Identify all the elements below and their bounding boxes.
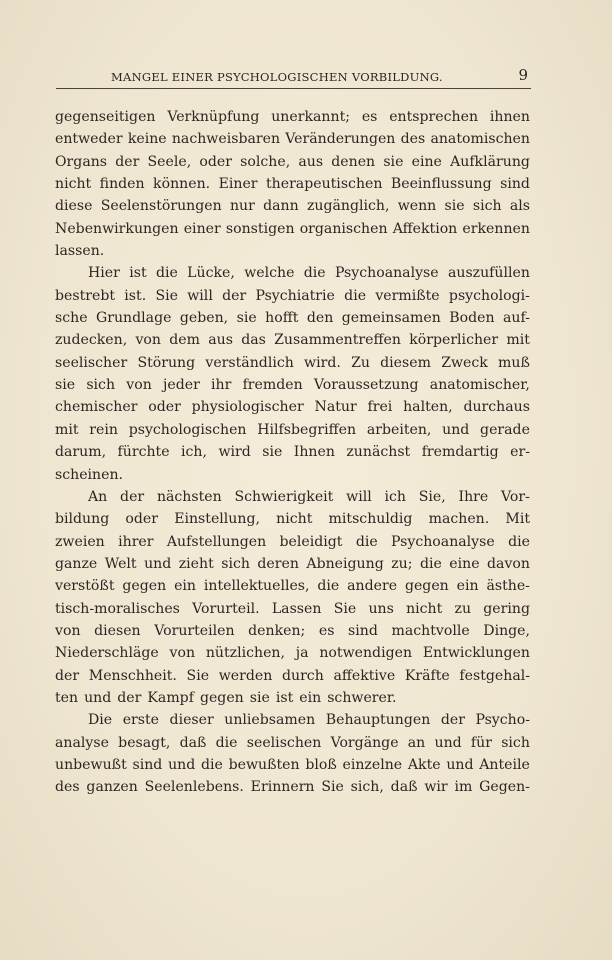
text-line: [55, 307, 530, 329]
word: verstößt: [55, 578, 115, 595]
word: scheinen.: [55, 466, 124, 483]
word: physiologischer: [191, 399, 304, 416]
word: ich: [384, 488, 406, 505]
word: Zu: [351, 354, 370, 371]
word: frei: [367, 399, 393, 416]
word: Seelenlebens.: [144, 779, 244, 796]
word: und: [168, 756, 196, 773]
word: Einstellung,: [174, 511, 260, 528]
word: ein: [299, 689, 322, 706]
word: gemeinsamen: [341, 310, 441, 327]
word: es: [361, 109, 378, 125]
word: Psychoanalyse: [334, 265, 439, 282]
word: dieser: [169, 712, 214, 729]
word: Ihnen: [293, 444, 335, 461]
word: und: [84, 689, 112, 706]
word: Kräfte: [404, 667, 450, 684]
word: Verknüpfung: [167, 109, 260, 125]
word: von: [135, 332, 161, 349]
word: diese: [55, 198, 93, 215]
word: die: [419, 555, 442, 572]
word: oder: [148, 399, 181, 416]
word: andere: [347, 578, 398, 595]
word: nächsten: [156, 488, 222, 505]
word: sich: [501, 734, 530, 751]
word: davon: [487, 555, 530, 572]
text-line: [55, 642, 530, 664]
word: der: [55, 667, 80, 684]
text-line: [55, 464, 530, 486]
word: Niederschläge: [55, 645, 159, 662]
word: An: [88, 488, 108, 505]
word: einzelne: [342, 756, 403, 773]
text-line: [55, 732, 530, 754]
word: ist.: [124, 287, 147, 304]
word: Welt: [104, 555, 137, 572]
word: Organs: [55, 153, 108, 170]
word: Zusammentreffen: [274, 332, 401, 349]
word: ästhe-: [486, 578, 530, 595]
word: der: [115, 153, 140, 170]
text-line: [55, 106, 530, 128]
text-line: [55, 754, 530, 776]
word: körperlicher: [409, 332, 499, 349]
word: die: [215, 734, 238, 751]
word: keine: [127, 131, 167, 148]
word: ist: [129, 265, 147, 282]
word: muß: [498, 354, 530, 371]
word: für: [470, 734, 492, 751]
word: Sie: [155, 287, 178, 304]
word: Anteile: [479, 756, 530, 773]
word: denen: [331, 153, 376, 170]
word: eine: [449, 555, 480, 572]
word: nicht: [406, 600, 443, 617]
word: Boden: [449, 310, 495, 327]
word: ten: [55, 689, 79, 706]
word: festgehal-: [459, 667, 530, 684]
word: fremden: [242, 377, 303, 394]
word: Die: [88, 712, 113, 729]
word: verständlich: [205, 354, 294, 371]
word: rein: [89, 421, 118, 438]
word: Vor-: [501, 488, 530, 505]
word: der: [120, 488, 145, 505]
word: organischen: [299, 220, 388, 237]
word: gegen: [404, 578, 449, 595]
word: Voraussetzung: [313, 377, 419, 394]
word: die: [344, 287, 367, 304]
word: sind: [132, 756, 163, 773]
word: uns: [368, 600, 394, 617]
word: oder: [199, 153, 232, 170]
word: Hier: [88, 265, 120, 282]
word: besagt,: [118, 734, 171, 751]
word: Sie: [333, 600, 357, 617]
word: zugänglich,: [306, 198, 390, 215]
word: oder: [125, 511, 159, 528]
word: Mit: [505, 511, 530, 528]
word: die: [303, 265, 326, 282]
text-line: [55, 531, 530, 553]
word: sie: [249, 689, 270, 706]
word: zunächst: [346, 444, 411, 461]
text-line: [55, 776, 530, 798]
word: ein: [174, 578, 196, 595]
text-line: [55, 508, 530, 530]
word: analyse: [55, 734, 109, 751]
word: zu;: [391, 555, 413, 572]
word: Lücke,: [187, 265, 235, 282]
word: Vorurteil.: [192, 600, 260, 617]
word: chemischer: [55, 399, 138, 416]
word: ihrer: [118, 533, 154, 550]
word: Psychoanalyse: [391, 533, 495, 550]
word: und: [434, 734, 462, 751]
word: anatomischer,: [429, 377, 530, 394]
word: gegen: [122, 578, 167, 595]
text-line: [55, 352, 530, 374]
text-line: [55, 396, 530, 418]
word: sie: [236, 310, 257, 327]
word: finden: [99, 176, 145, 193]
word: durchaus: [463, 399, 530, 416]
text-line: [55, 486, 530, 508]
word: und: [144, 555, 172, 572]
word: Einer: [218, 176, 258, 193]
word: hofft: [265, 310, 299, 327]
word: nicht: [276, 511, 313, 528]
text-line: [55, 173, 530, 195]
word: Seelenstörungen: [100, 198, 222, 215]
word: Schwierigkeit: [234, 488, 334, 505]
word: Aufklärung: [450, 153, 530, 170]
word: entsprechen: [389, 109, 479, 125]
word: ihr: [211, 377, 232, 394]
word: die: [355, 533, 378, 550]
word: sie: [262, 444, 283, 461]
word: Hilfsbegriffen: [257, 421, 357, 438]
word: Aufstellungen: [166, 533, 267, 550]
word: jeder: [163, 377, 200, 394]
word: bildung: [55, 511, 110, 528]
word: an: [407, 734, 426, 751]
word: diesen: [94, 622, 141, 639]
text-line: [55, 285, 530, 307]
word: Affektion: [392, 220, 458, 237]
word: ihnen: [489, 109, 530, 125]
text-line: [55, 598, 530, 620]
word: Menschheit.: [88, 667, 177, 684]
text-line: [55, 687, 530, 709]
word: therapeutischen: [265, 176, 383, 193]
word: solche,: [240, 153, 291, 170]
word: sche: [55, 310, 88, 327]
word: gerade: [480, 421, 530, 438]
word: Ihre: [458, 488, 489, 505]
word: zieht: [178, 555, 214, 572]
text-line: [55, 620, 530, 642]
word: im: [454, 779, 473, 796]
word: machtvolle: [391, 622, 470, 639]
word: ein: [456, 578, 479, 595]
word: daß: [179, 734, 207, 751]
word: nur: [229, 198, 255, 215]
word: der: [440, 712, 465, 729]
word: Abneigung: [306, 555, 384, 572]
word: er-: [510, 444, 530, 461]
word: tisch-moralisches: [55, 600, 180, 617]
word: sonstigen: [225, 220, 295, 237]
word: erste: [122, 712, 160, 729]
word: anatomischen: [430, 131, 530, 148]
word: deren: [257, 555, 299, 572]
word: gegen: [199, 689, 244, 706]
word: Kampf: [147, 689, 194, 706]
word: bewußten: [228, 756, 300, 773]
word: zweien: [55, 533, 105, 550]
word: Störung: [137, 354, 196, 371]
word: Sie: [321, 779, 344, 796]
word: sich: [221, 555, 250, 572]
word: bestrebt: [55, 287, 116, 304]
word: eine: [411, 153, 442, 170]
word: Psychiatrie: [255, 287, 335, 304]
word: fremdartig: [421, 444, 499, 461]
word: Vorurteilen: [154, 622, 235, 639]
word: nicht: [55, 176, 92, 193]
word: die: [317, 578, 340, 595]
word: die: [155, 265, 178, 282]
word: des: [400, 131, 426, 148]
word: mit: [55, 421, 79, 438]
text-line: [55, 151, 530, 173]
word: wenn: [397, 198, 437, 215]
word: durch: [281, 667, 324, 684]
word: auszufüllen: [447, 265, 530, 282]
page-number: 9: [518, 66, 528, 84]
running-head: [56, 68, 531, 89]
word: ja: [295, 645, 309, 662]
word: fürchte: [117, 444, 170, 461]
word: unbewußt: [55, 756, 127, 773]
word: sie: [444, 198, 465, 215]
word: ganzen: [86, 779, 138, 796]
word: einer: [183, 220, 221, 237]
text-line: [55, 665, 530, 687]
text-line: [55, 262, 530, 284]
word: können.: [153, 176, 211, 193]
word: daß: [390, 779, 418, 796]
text-line: [55, 709, 530, 731]
word: vermißte: [375, 287, 440, 304]
text-line: [55, 195, 530, 217]
word: lassen.: [55, 243, 105, 260]
word: schwerer.: [327, 689, 397, 706]
word: diesem: [380, 354, 431, 371]
word: ist: [275, 689, 294, 706]
word: als: [509, 198, 530, 215]
word: intellektuelles,: [203, 578, 310, 595]
word: die: [508, 533, 530, 550]
word: Entwicklungen: [422, 645, 530, 662]
word: unliebsamen: [224, 712, 316, 729]
word: psychologi-: [448, 287, 530, 304]
word: seelischer: [55, 354, 128, 371]
word: es: [318, 622, 335, 639]
word: von: [169, 645, 196, 662]
word: beleidigt: [279, 533, 343, 550]
word: aus: [298, 153, 324, 170]
word: Natur: [314, 399, 357, 416]
word: Zweck: [441, 354, 488, 371]
word: wird: [218, 444, 251, 461]
word: seelischen: [246, 734, 322, 751]
word: sich: [472, 198, 502, 215]
word: machen.: [428, 511, 490, 528]
word: darum,: [55, 444, 107, 461]
word: wird.: [304, 354, 341, 371]
text-line: [55, 128, 530, 150]
word: Grundlage: [95, 310, 172, 327]
word: denken;: [248, 622, 306, 639]
word: will: [346, 488, 372, 505]
word: Sie: [186, 667, 210, 684]
word: will: [187, 287, 213, 304]
word: werden: [218, 667, 273, 684]
word: den: [306, 310, 334, 327]
word: unerkannt;: [271, 109, 350, 125]
word: mitschuldig: [328, 511, 413, 528]
running-title: MANGEL EINER PSYCHOLOGISCHEN VORBILDUNG.: [111, 70, 443, 84]
word: entweder: [55, 131, 123, 148]
body-text: [55, 106, 530, 799]
word: und: [446, 756, 474, 773]
text-line: [55, 218, 530, 240]
word: sie: [55, 377, 76, 394]
word: Vorgänge: [330, 734, 399, 751]
text-line: [55, 329, 530, 351]
text-line: [55, 553, 530, 575]
word: mit: [506, 332, 530, 349]
word: zudecken,: [55, 332, 128, 349]
word: sich,: [350, 779, 384, 796]
word: auf-: [502, 310, 530, 327]
word: Beeinflussung: [390, 176, 492, 193]
word: geben,: [179, 310, 229, 327]
word: und: [442, 421, 470, 438]
word: wir: [424, 779, 448, 796]
word: Dinge,: [483, 622, 530, 639]
word: Akte: [407, 756, 441, 773]
word: sind: [500, 176, 530, 193]
word: Gegen-: [479, 779, 530, 796]
word: von: [126, 377, 152, 394]
word: das: [241, 332, 266, 349]
word: ich,: [181, 444, 207, 461]
word: halten,: [403, 399, 453, 416]
word: Behauptungen: [325, 712, 431, 729]
word: gering: [483, 600, 530, 617]
word: aus: [208, 332, 233, 349]
text-line: [55, 419, 530, 441]
word: arbeiten,: [366, 421, 432, 438]
word: erkennen: [462, 220, 530, 237]
word: Erinnern: [250, 779, 315, 796]
word: Seele,: [147, 153, 192, 170]
word: von: [55, 622, 81, 639]
word: sind: [348, 622, 378, 639]
text-line: [55, 441, 530, 463]
word: gegenseitigen: [55, 109, 156, 125]
word: bloß: [305, 756, 337, 773]
text-line: [55, 240, 530, 262]
word: nachweisbaren: [171, 131, 281, 148]
word: nützlichen,: [205, 645, 285, 662]
text-line: [55, 575, 530, 597]
word: ganze: [55, 555, 98, 572]
word: affektive: [333, 667, 396, 684]
word: Psycho-: [475, 712, 530, 729]
word: die: [200, 756, 223, 773]
word: Lassen: [271, 600, 322, 617]
word: der: [117, 689, 142, 706]
word: welche: [244, 265, 295, 282]
text-line: [55, 374, 530, 396]
word: psychologischen: [128, 421, 247, 438]
word: Veränderungen: [285, 131, 396, 148]
word: sie: [383, 153, 404, 170]
word: des: [55, 779, 80, 796]
word: notwendigen: [319, 645, 413, 662]
word: dem: [169, 332, 200, 349]
word: Nebenwirkungen: [55, 220, 179, 237]
word: sich: [86, 377, 116, 394]
word: der: [222, 287, 247, 304]
word: zu: [454, 600, 472, 617]
word: Sie,: [418, 488, 446, 505]
word: dann: [263, 198, 299, 215]
